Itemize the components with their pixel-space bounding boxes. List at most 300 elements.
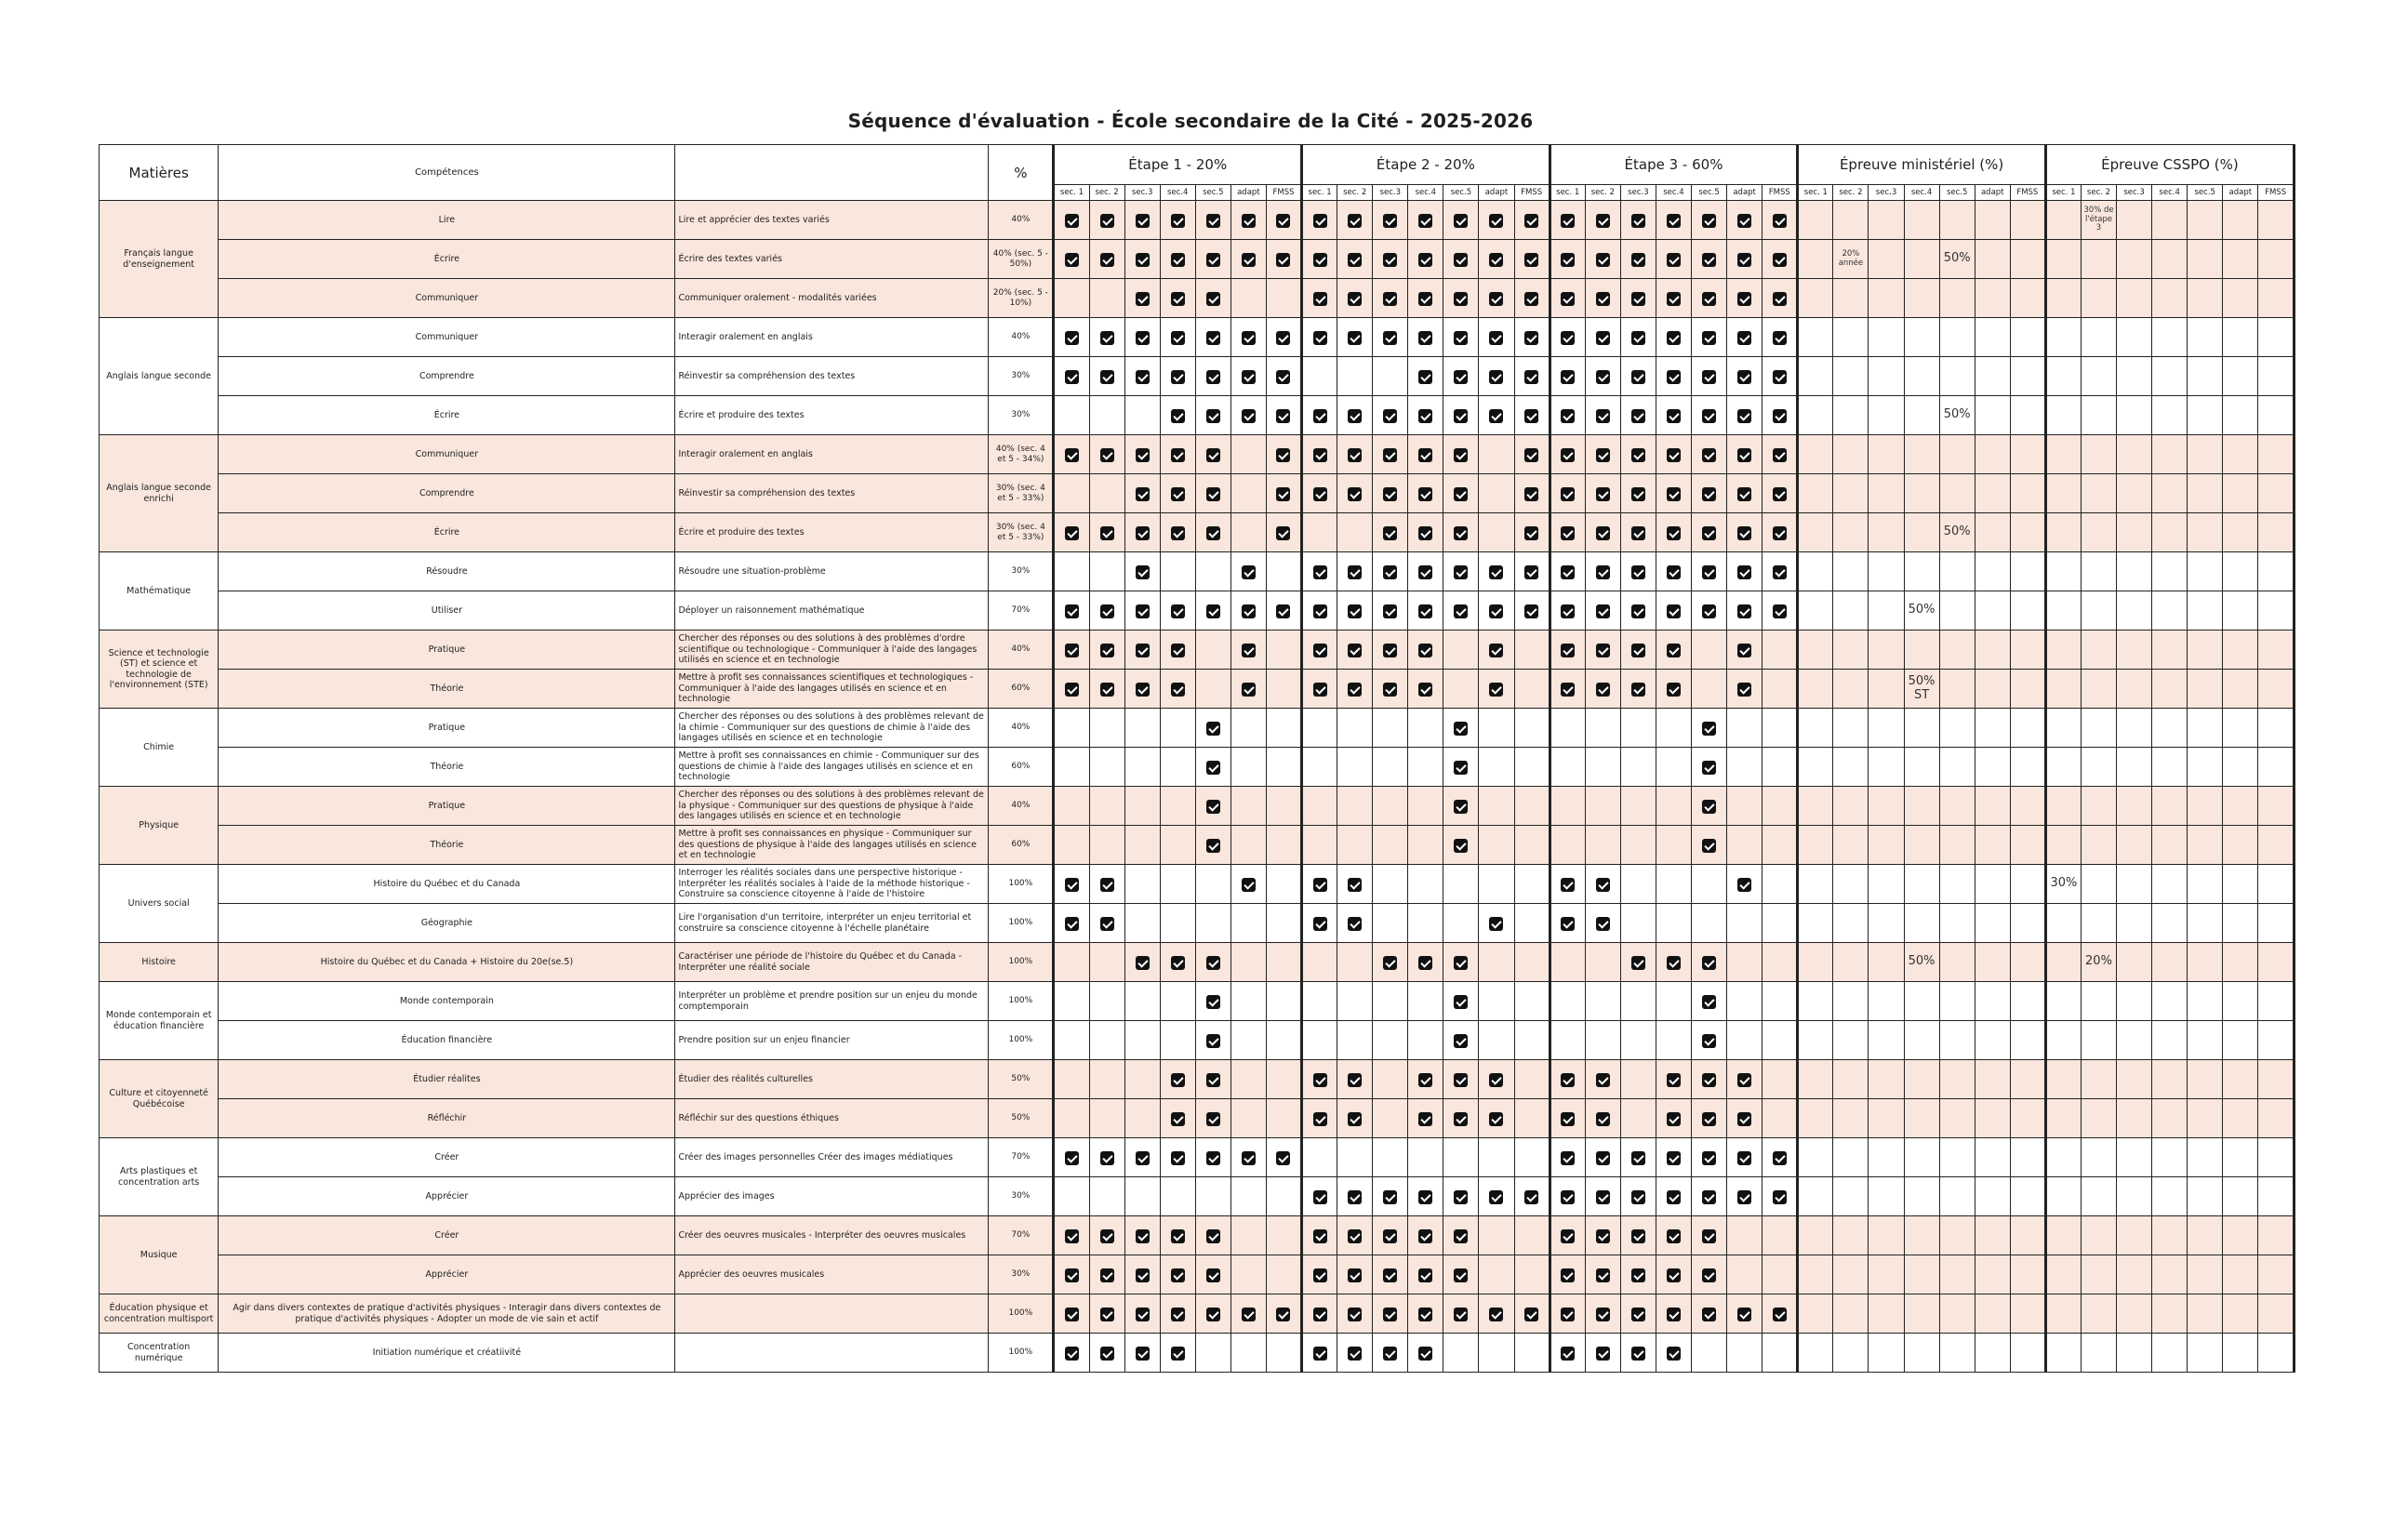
competency-cell: Théorie: [219, 826, 675, 865]
checked-cell: [1727, 474, 1762, 513]
checked-box-icon: [1313, 487, 1327, 501]
checked-box-icon: [1489, 1073, 1503, 1087]
checked-cell: [1585, 1060, 1620, 1099]
subject-cell: Physique: [100, 787, 219, 865]
ministry-exam-cell: [1798, 201, 1833, 240]
stage-cell: [1089, 474, 1124, 513]
checked-box-icon: [1631, 253, 1645, 267]
competency-cell: Créer: [219, 1138, 675, 1177]
checked-box-icon: [1242, 370, 1256, 384]
stage-cell: [1230, 1099, 1266, 1138]
checked-box-icon: [1065, 917, 1079, 931]
checked-box-icon: [1206, 956, 1220, 970]
checked-box-icon: [1702, 1308, 1716, 1321]
checked-box-icon: [1631, 644, 1645, 657]
ministry-exam-cell: [1975, 865, 2010, 904]
checked-box-icon: [1596, 1151, 1610, 1165]
checked-box-icon: [1702, 800, 1716, 814]
stage-cell: [1337, 943, 1373, 982]
checked-box-icon: [1773, 331, 1787, 345]
checked-cell: [1054, 1255, 1089, 1294]
checked-box-icon: [1737, 292, 1751, 306]
checked-cell: [1408, 1099, 1443, 1138]
checked-box-icon: [1171, 526, 1185, 540]
checked-cell: [1692, 982, 1727, 1021]
checked-cell: [1620, 474, 1656, 513]
ministry-exam-cell: [1939, 904, 1975, 943]
grade-column-header: sec.3: [1620, 185, 1656, 201]
csspo-exam-cell: [2117, 201, 2152, 240]
table-row: [100, 1138, 2295, 1177]
checked-box-icon: [1702, 995, 1716, 1009]
checked-cell: [1373, 474, 1408, 513]
checked-box-icon: [1773, 1190, 1787, 1204]
csspo-exam-cell: [2188, 787, 2223, 826]
checked-cell: [1408, 1216, 1443, 1255]
csspo-exam-cell: [2223, 748, 2258, 787]
ministry-exam-cell: [1975, 982, 2010, 1021]
csspo-exam-cell: [2188, 1021, 2223, 1060]
checked-box-icon: [1136, 1268, 1150, 1282]
checked-cell: [1373, 670, 1408, 709]
stage-cell: [1692, 670, 1727, 709]
checked-cell: [1479, 670, 1514, 709]
stage-cell: [1692, 631, 1727, 670]
checked-box-icon: [1242, 565, 1256, 579]
checked-box-icon: [1206, 370, 1220, 384]
grade-column-header: sec. 1: [1798, 185, 1833, 201]
checked-cell: [1337, 396, 1373, 435]
ministry-exam-cell: [1975, 1216, 2010, 1255]
checked-cell: [1585, 552, 1620, 591]
checked-box-icon: [1737, 448, 1751, 462]
grade-column-header: sec.5: [1939, 185, 1975, 201]
ministry-exam-cell: [2010, 1177, 2045, 1216]
stage-cell: [1762, 1216, 1798, 1255]
ministry-exam-cell: [1833, 670, 1869, 709]
ministry-exam-cell: [2010, 552, 2045, 591]
grade-column-header: sec.5: [1443, 185, 1479, 201]
csspo-exam-cell: [2258, 1334, 2295, 1373]
ministry-exam-cell: [1939, 787, 1975, 826]
checked-cell: [1656, 1138, 1691, 1177]
ministry-exam-cell: [1833, 201, 1869, 240]
checked-box-icon: [1100, 253, 1114, 267]
ministry-exam-cell: [1939, 1216, 1975, 1255]
stage-cell: [1479, 1216, 1514, 1255]
checked-box-icon: [1667, 565, 1681, 579]
ministry-exam-cell: [1798, 1138, 1833, 1177]
csspo-exam-cell: [2188, 943, 2223, 982]
checked-cell: [1089, 1255, 1124, 1294]
csspo-exam-cell: [2188, 1255, 2223, 1294]
csspo-exam-cell: [2152, 1255, 2188, 1294]
checked-box-icon: [1383, 487, 1397, 501]
csspo-exam-cell: [2117, 1099, 2152, 1138]
competencies-header: Compétences: [219, 145, 675, 201]
ministry-exam-cell: [1975, 1138, 2010, 1177]
checked-box-icon: [1348, 448, 1362, 462]
stage-cell: [1266, 748, 1301, 787]
csspo-exam-cell: [2258, 1216, 2295, 1255]
checked-cell: [1620, 201, 1656, 240]
grade-column-header: sec.4: [1408, 185, 1443, 201]
ministry-exam-cell: [1869, 552, 1904, 591]
checked-box-icon: [1065, 683, 1079, 697]
ministry-exam-cell: [2010, 709, 2045, 748]
stage-cell: [1479, 1255, 1514, 1294]
checked-cell: [1550, 318, 1585, 357]
csspo-exam-cell: [2152, 1334, 2188, 1373]
ministry-exam-cell: [1869, 1099, 1904, 1138]
ministry-exam-cell: [1904, 1021, 1939, 1060]
csspo-exam-cell: [2258, 709, 2295, 748]
checked-box-icon: [1561, 487, 1575, 501]
checked-box-icon: [1667, 1268, 1681, 1282]
stage-cell: [1373, 1138, 1408, 1177]
checked-cell: [1195, 513, 1230, 552]
stage-cell: [1266, 865, 1301, 904]
checked-cell: [1514, 591, 1550, 631]
checked-cell: [1373, 552, 1408, 591]
checked-box-icon: [1313, 292, 1327, 306]
ministry-exam-cell: [1904, 318, 1939, 357]
checked-cell: [1620, 357, 1656, 396]
csspo-exam-cell: [2258, 943, 2295, 982]
checked-box-icon: [1489, 409, 1503, 423]
stage-cell: [1585, 1021, 1620, 1060]
checked-box-icon: [1136, 214, 1150, 228]
checked-cell: [1585, 904, 1620, 943]
stage-cell: [1160, 826, 1195, 865]
table-row: [100, 904, 2295, 943]
checked-box-icon: [1702, 331, 1716, 345]
ministry-exam-cell: [2010, 240, 2045, 279]
csspo-exam-cell: [2117, 513, 2152, 552]
csspo-exam-cell: [2188, 865, 2223, 904]
ministry-exam-cell: [1798, 552, 1833, 591]
checked-cell: [1337, 474, 1373, 513]
checked-cell: [1373, 591, 1408, 631]
subject-cell: Anglais langue seconde enrichi: [100, 435, 219, 552]
ministry-exam-cell: [1975, 670, 2010, 709]
csspo-exam-cell: [2045, 1021, 2081, 1060]
csspo-exam-cell: [2045, 904, 2081, 943]
csspo-exam-cell: [2188, 474, 2223, 513]
csspo-exam-cell: [2223, 787, 2258, 826]
stage-cell: [1337, 1138, 1373, 1177]
stage-cell: [1337, 787, 1373, 826]
checked-cell: [1373, 1177, 1408, 1216]
checked-cell: [1656, 513, 1691, 552]
csspo-exam-cell: [2188, 1099, 2223, 1138]
checked-cell: [1089, 513, 1124, 552]
checked-cell: [1337, 1334, 1373, 1373]
stage-cell: [1089, 396, 1124, 435]
ministry-exam-cell: [1798, 474, 1833, 513]
checked-cell: [1124, 1255, 1160, 1294]
checked-cell: [1620, 1294, 1656, 1334]
stage-cell: [1124, 865, 1160, 904]
checked-cell: [1408, 435, 1443, 474]
checked-cell: [1337, 1216, 1373, 1255]
subject-cell: Histoire: [100, 943, 219, 982]
stage-cell: [1266, 1334, 1301, 1373]
csspo-exam-cell: [2152, 826, 2188, 865]
stage-cell: [1266, 943, 1301, 982]
checked-cell: [1054, 865, 1089, 904]
ministry-exam-cell: [1904, 396, 1939, 435]
checked-cell: [1408, 396, 1443, 435]
competency-cell: Communiquer: [219, 435, 675, 474]
checked-box-icon: [1702, 370, 1716, 384]
checked-cell: [1692, 787, 1727, 826]
csspo-exam-cell: [2081, 1060, 2116, 1099]
checked-cell: [1302, 670, 1337, 709]
checked-box-icon: [1631, 956, 1645, 970]
description-cell: [675, 1334, 989, 1373]
checked-cell: [1089, 201, 1124, 240]
checked-cell: [1443, 1294, 1479, 1334]
competency-cell: Pratique: [219, 631, 675, 670]
ministry-exam-cell: [1975, 787, 2010, 826]
checked-cell: [1373, 943, 1408, 982]
checked-box-icon: [1631, 487, 1645, 501]
grade-column-header: FMSS: [2258, 185, 2295, 201]
table-row: [100, 865, 2295, 904]
checked-cell: [1443, 1216, 1479, 1255]
checked-cell: [1727, 513, 1762, 552]
checked-box-icon: [1561, 331, 1575, 345]
checked-box-icon: [1773, 604, 1787, 618]
subject-cell: Science et technologie (ST) et science et technologie de l'environnement (STE): [100, 631, 219, 709]
checked-box-icon: [1136, 604, 1150, 618]
checked-cell: [1160, 474, 1195, 513]
checked-cell: [1302, 1255, 1337, 1294]
checked-box-icon: [1667, 683, 1681, 697]
checked-cell: [1266, 357, 1301, 396]
csspo-exam-cell: [2188, 591, 2223, 631]
checked-cell: [1443, 279, 1479, 318]
stage-cell: [1762, 826, 1798, 865]
csspo-exam-cell: [2258, 1021, 2295, 1060]
checked-box-icon: [1631, 1229, 1645, 1243]
checked-box-icon: [1524, 604, 1538, 618]
csspo-exam-cell: [2081, 826, 2116, 865]
checked-box-icon: [1242, 604, 1256, 618]
csspo-exam-cell: [2045, 279, 2081, 318]
checked-cell: [1124, 552, 1160, 591]
checked-box-icon: [1561, 683, 1575, 697]
checked-cell: [1443, 435, 1479, 474]
stage-cell: [1514, 943, 1550, 982]
stage-cell: [1302, 982, 1337, 1021]
checked-box-icon: [1418, 1347, 1432, 1361]
ministry-exam-cell: [1904, 1177, 1939, 1216]
weight-cell: 60%: [989, 826, 1054, 865]
stage-cell: [1266, 670, 1301, 709]
csspo-exam-cell: [2223, 396, 2258, 435]
checked-cell: [1727, 631, 1762, 670]
stage-cell: [1656, 982, 1691, 1021]
checked-cell: [1195, 709, 1230, 748]
stage-cell: [1656, 787, 1691, 826]
checked-box-icon: [1737, 1112, 1751, 1126]
checked-box-icon: [1418, 1190, 1432, 1204]
description-cell: Communiquer oralement - modalités variées: [675, 279, 989, 318]
checked-cell: [1550, 357, 1585, 396]
ministry-exam-cell: [1869, 1216, 1904, 1255]
stage-cell: [1230, 787, 1266, 826]
stage-cell: [1514, 1334, 1550, 1373]
checked-cell: [1266, 513, 1301, 552]
stage-cell: [1550, 1021, 1585, 1060]
weight-cell: 50%: [989, 1099, 1054, 1138]
checked-cell: [1089, 240, 1124, 279]
stage-cell: [1089, 787, 1124, 826]
checked-box-icon: [1667, 409, 1681, 423]
checked-box-icon: [1702, 409, 1716, 423]
checked-cell: [1514, 279, 1550, 318]
checked-box-icon: [1561, 253, 1575, 267]
checked-box-icon: [1667, 253, 1681, 267]
checked-box-icon: [1454, 448, 1468, 462]
checked-cell: [1124, 943, 1160, 982]
table-row: [100, 513, 2295, 552]
csspo-exam-cell: [2081, 748, 2116, 787]
stage-cell: [1160, 787, 1195, 826]
ministry-exam-cell: [1833, 435, 1869, 474]
checked-cell: [1337, 1294, 1373, 1334]
checked-cell: [1443, 1099, 1479, 1138]
checked-box-icon: [1136, 1347, 1150, 1361]
checked-box-icon: [1136, 644, 1150, 657]
description-cell: Écrire et produire des textes: [675, 513, 989, 552]
checked-box-icon: [1100, 370, 1114, 384]
checked-box-icon: [1206, 448, 1220, 462]
checked-cell: [1479, 240, 1514, 279]
ministry-exam-cell: 50%: [1904, 591, 1939, 631]
csspo-exam-cell: [2081, 1138, 2116, 1177]
checked-box-icon: [1065, 644, 1079, 657]
checked-box-icon: [1136, 1308, 1150, 1321]
checked-box-icon: [1171, 409, 1185, 423]
csspo-exam-cell: [2117, 1294, 2152, 1334]
csspo-exam-cell: [2188, 318, 2223, 357]
csspo-exam-cell: [2081, 1216, 2116, 1255]
stage-cell: [1514, 826, 1550, 865]
checked-box-icon: [1100, 917, 1114, 931]
grade-column-header: sec.4: [1904, 185, 1939, 201]
checked-cell: [1089, 631, 1124, 670]
checked-box-icon: [1773, 1151, 1787, 1165]
checked-box-icon: [1313, 604, 1327, 618]
grade-column-header: sec. 2: [1585, 185, 1620, 201]
checked-cell: [1443, 787, 1479, 826]
stage-cell: [1089, 279, 1124, 318]
checked-box-icon: [1524, 370, 1538, 384]
ministry-exam-cell: [1975, 1334, 2010, 1373]
description-cell: [675, 1294, 989, 1334]
weight-cell: 40% (sec. 4 et 5 - 34%): [989, 435, 1054, 474]
csspo-exam-cell: [2045, 670, 2081, 709]
checked-cell: [1762, 435, 1798, 474]
ministry-exam-cell: [1798, 1060, 1833, 1099]
stage-cell: [1408, 709, 1443, 748]
grade-column-header: adapt: [2223, 185, 2258, 201]
description-cell: Écrire des textes variés: [675, 240, 989, 279]
checked-box-icon: [1773, 370, 1787, 384]
csspo-exam-cell: [2223, 201, 2258, 240]
stage-cell: [1230, 1060, 1266, 1099]
checked-cell: [1585, 865, 1620, 904]
checked-cell: [1124, 1294, 1160, 1334]
checked-cell: [1337, 631, 1373, 670]
checked-cell: [1550, 904, 1585, 943]
checked-box-icon: [1702, 604, 1716, 618]
csspo-exam-cell: [2081, 474, 2116, 513]
checked-cell: [1550, 670, 1585, 709]
checked-cell: [1514, 396, 1550, 435]
subject-cell: Anglais langue seconde: [100, 318, 219, 435]
checked-box-icon: [1276, 526, 1290, 540]
checked-cell: [1762, 1138, 1798, 1177]
description-cell: Lire et apprécier des textes variés: [675, 201, 989, 240]
description-header: [675, 145, 989, 201]
table-row: [100, 474, 2295, 513]
weight-cell: 60%: [989, 748, 1054, 787]
checked-box-icon: [1489, 683, 1503, 697]
checked-cell: [1443, 982, 1479, 1021]
checked-cell: [1373, 201, 1408, 240]
checked-box-icon: [1454, 370, 1468, 384]
checked-cell: [1302, 201, 1337, 240]
checked-cell: [1124, 240, 1160, 279]
checked-cell: [1550, 240, 1585, 279]
stage-cell: [1514, 1138, 1550, 1177]
checked-box-icon: [1136, 565, 1150, 579]
csspo-exam-cell: [2258, 631, 2295, 670]
checked-box-icon: [1489, 644, 1503, 657]
grade-column-header: sec. 2: [1337, 185, 1373, 201]
ministry-exam-cell: [1975, 943, 2010, 982]
ministry-exam-cell: [1904, 1216, 1939, 1255]
checked-box-icon: [1276, 253, 1290, 267]
checked-cell: [1195, 435, 1230, 474]
csspo-exam-cell: [2152, 631, 2188, 670]
csspo-exam-cell: [2117, 1021, 2152, 1060]
stage-cell: [1160, 748, 1195, 787]
ministry-exam-cell: [1904, 826, 1939, 865]
checked-box-icon: [1242, 878, 1256, 892]
ministry-exam-cell: [2010, 748, 2045, 787]
checked-cell: [1337, 279, 1373, 318]
checked-box-icon: [1596, 487, 1610, 501]
checked-cell: [1054, 513, 1089, 552]
stage-cell: [1195, 552, 1230, 591]
checked-cell: [1230, 552, 1266, 591]
checked-cell: [1195, 982, 1230, 1021]
checked-cell: [1408, 357, 1443, 396]
checked-box-icon: [1242, 409, 1256, 423]
checked-cell: [1692, 240, 1727, 279]
checked-box-icon: [1171, 1073, 1185, 1087]
checked-cell: [1656, 670, 1691, 709]
csspo-exam-cell: [2258, 748, 2295, 787]
checked-box-icon: [1065, 1268, 1079, 1282]
checked-cell: [1479, 904, 1514, 943]
checked-cell: [1550, 435, 1585, 474]
